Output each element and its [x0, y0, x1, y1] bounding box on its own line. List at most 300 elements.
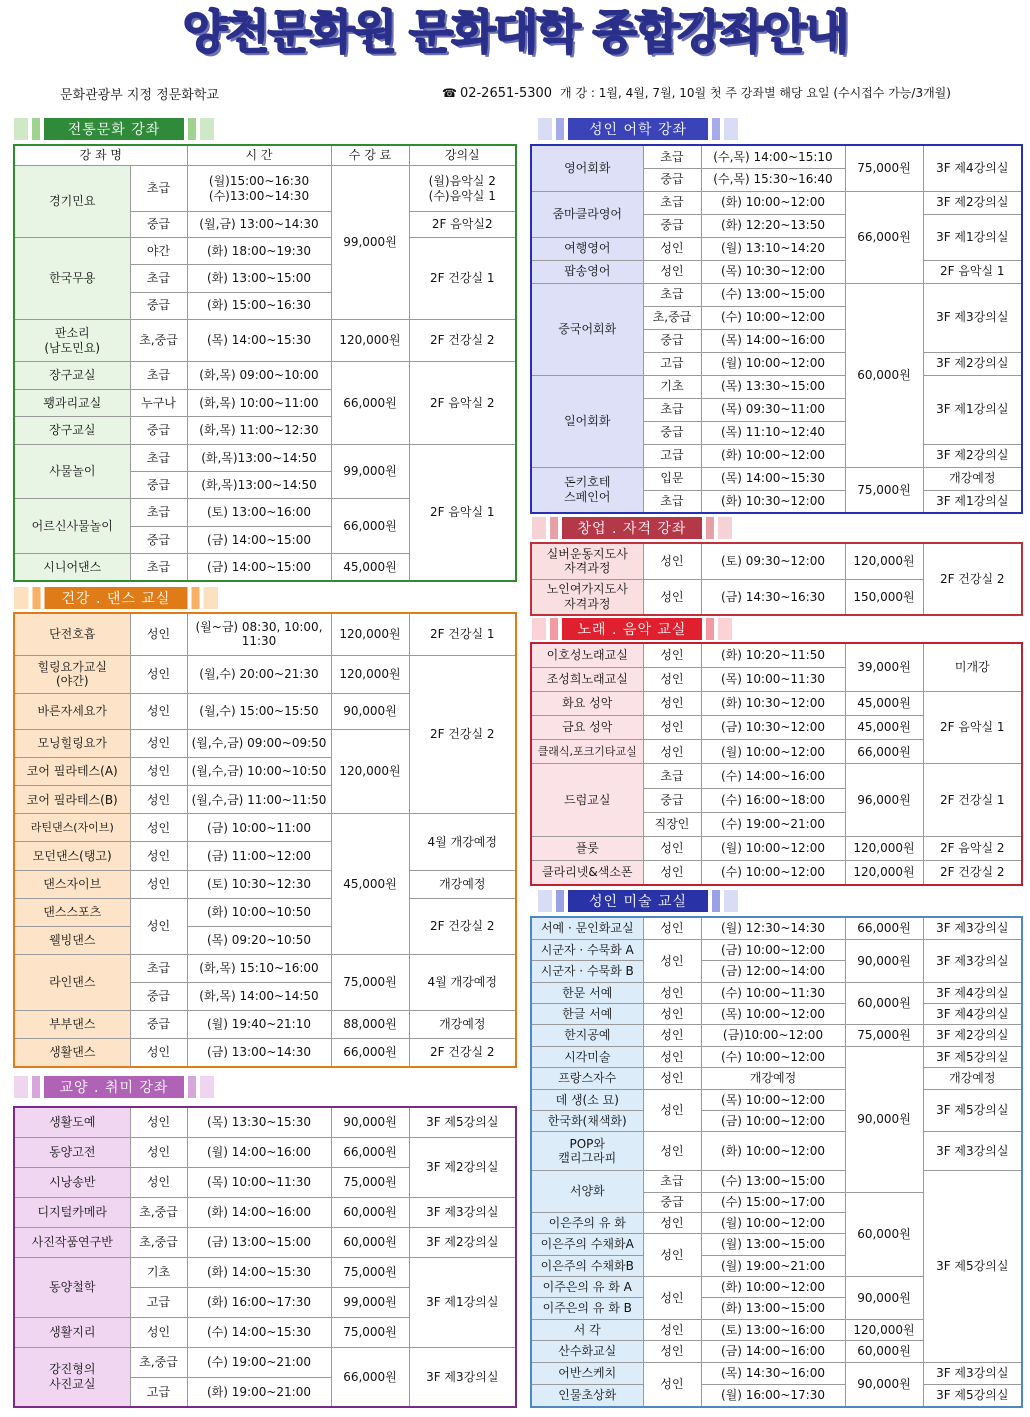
- course-level: 초급: [130, 362, 187, 389]
- course-time: (화) 12:20~13:50: [701, 214, 845, 237]
- course-level: 성인: [130, 1039, 187, 1067]
- course-name: 일어회화: [531, 375, 643, 467]
- course-name: 이주은의 유 화 A: [531, 1277, 643, 1298]
- course-name: 화요 성악: [531, 691, 643, 715]
- course-fee: 45,000원: [845, 716, 923, 740]
- course-time: (금) 10:00~12:00: [701, 1111, 845, 1132]
- course-time: (화) 15:00~16:30: [187, 292, 331, 319]
- course-level: 중급: [643, 788, 701, 812]
- course-room: 2F 건강실 1: [409, 237, 516, 319]
- col-header-fee: 수 강 료: [331, 145, 409, 165]
- course-level: 성인: [643, 1025, 701, 1046]
- course-fee: 90,000원: [845, 1362, 923, 1407]
- course-name: 금요 성악: [531, 716, 643, 740]
- course-level: 중급: [130, 1011, 187, 1039]
- col-header-room: 강의실: [409, 145, 516, 165]
- course-room: 2F 건강실 1: [923, 764, 1022, 837]
- course-level: 중급: [130, 417, 187, 444]
- course-name: 실버운동지도사 자격과정: [531, 543, 643, 579]
- course-room: 3F 제2강의실: [923, 444, 1022, 467]
- music-course-table: [530, 642, 1023, 886]
- course-fee: 75,000원: [845, 467, 923, 513]
- course-room: 4월 개강예정: [409, 814, 516, 870]
- course-room: 개강예정: [409, 870, 516, 898]
- course-fee: 120,000원: [331, 613, 409, 655]
- course-name: 어르신사물놀이: [14, 499, 130, 554]
- course-fee: 75,000원: [331, 1167, 409, 1197]
- course-room: 3F 제3강의실: [409, 1197, 516, 1227]
- course-level: 성인: [130, 758, 187, 786]
- course-time: (월) 10:00~12:00: [701, 740, 845, 764]
- course-name: 댄스자이브: [14, 870, 130, 898]
- course-name: 팝송영어: [531, 260, 643, 283]
- course-fee: 66,000원: [331, 1039, 409, 1067]
- course-room: 개강예정: [923, 467, 1022, 490]
- course-level: 중급: [130, 471, 187, 498]
- course-name: 한국화(채색화): [531, 1111, 643, 1132]
- course-room: 개강예정: [923, 1068, 1022, 1089]
- course-time: (금) 14:00~16:00: [701, 1341, 845, 1362]
- course-fee: 75,000원: [845, 145, 923, 191]
- course-time: (금) 13:00~14:30: [187, 1039, 331, 1067]
- course-name: 장구교실: [14, 417, 130, 444]
- course-room: 3F 제4강의실: [923, 145, 1022, 191]
- course-time: (목) 10:00~12:00: [701, 1004, 845, 1025]
- course-room: 3F 제2강의실: [409, 1227, 516, 1257]
- course-level: 성인: [130, 842, 187, 870]
- course-room: 3F 제2강의실: [923, 191, 1022, 214]
- course-fee: 90,000원: [845, 1277, 923, 1320]
- course-level: 기초: [130, 1257, 187, 1287]
- course-level: 성인: [643, 691, 701, 715]
- course-room: 2F 건강실 2: [409, 898, 516, 954]
- course-time: (월) 10:00~12:00: [701, 837, 845, 861]
- section-header-music: 노래 . 음악 교실: [532, 618, 732, 640]
- course-level: 초,중급: [130, 1197, 187, 1227]
- course-name: 장구교실: [14, 362, 130, 389]
- course-fee: 120,000원: [845, 1319, 923, 1340]
- course-name: 모닝힐링요가: [14, 729, 130, 757]
- course-fee: 90,000원: [845, 1046, 923, 1192]
- course-room: (월)음악실 2 (수)음악실 1: [409, 165, 516, 212]
- course-time: (화) 18:00~19:30: [187, 237, 331, 264]
- course-level: 고급: [643, 444, 701, 467]
- course-time: (월) 12:30~14:30: [701, 917, 845, 939]
- course-level: 성인: [643, 1089, 701, 1132]
- course-time: (금) 10:30~12:00: [701, 716, 845, 740]
- course-fee: 99,000원: [331, 444, 409, 499]
- course-time: (수) 10:00~11:30: [701, 982, 845, 1003]
- course-name: 영어회화: [531, 145, 643, 191]
- course-fee: 66,000원: [331, 499, 409, 554]
- phone-icon: ☎: [442, 86, 457, 100]
- course-time: (월,수) 15:00~15:50: [187, 693, 331, 729]
- course-level: 야간: [130, 237, 187, 264]
- course-name: 한국무용: [14, 237, 130, 319]
- page-title: 양천문화원 문화대학 종합강좌안내: [182, 5, 848, 59]
- course-name: 바른자세요가: [14, 693, 130, 729]
- course-time: (수) 14:00~15:30: [187, 1317, 331, 1347]
- course-name: 이호성노래교실: [531, 643, 643, 667]
- course-time: (월,수,금) 09:00~09:50: [187, 729, 331, 757]
- course-level: 고급: [643, 352, 701, 375]
- course-time: (목) 10:00~11:30: [187, 1167, 331, 1197]
- course-time: (금) 14:00~15:00: [187, 526, 331, 553]
- course-time: 개강예정: [701, 1068, 845, 1089]
- course-level: 직장인: [643, 812, 701, 836]
- course-fee: 66,000원: [331, 1137, 409, 1167]
- course-level: 성인: [643, 579, 701, 615]
- course-name: 여행영어: [531, 237, 643, 260]
- course-level: 중급: [643, 214, 701, 237]
- course-name: 시군자 · 수묵화 A: [531, 939, 643, 960]
- course-room: 2F 건강실 2: [923, 543, 1022, 615]
- course-fee: 39,000원: [845, 643, 923, 691]
- course-level: 초급: [643, 1171, 701, 1192]
- course-time: (수) 10:00~12:00: [701, 306, 845, 329]
- course-level: 성인: [643, 1212, 701, 1233]
- course-room: 2F 건강실 2: [409, 655, 516, 814]
- course-name: 사물놀이: [14, 444, 130, 499]
- course-fee: 66,000원: [845, 191, 923, 283]
- course-level: 성인: [643, 260, 701, 283]
- course-level: 성인: [643, 1046, 701, 1067]
- course-time: (목) 09:20~10:50: [187, 926, 331, 954]
- course-room: 3F 제5강의실: [923, 1385, 1022, 1407]
- course-name: 단전호흡: [14, 613, 130, 655]
- course-name: 꽹과리교실: [14, 389, 130, 416]
- course-level: 성인: [643, 837, 701, 861]
- course-name: 시각미술: [531, 1046, 643, 1067]
- course-time: (토) 13:00~16:00: [701, 1319, 845, 1340]
- course-name: 드럼교실: [531, 764, 643, 837]
- section-header-cert: 창업 . 자격 강좌: [532, 517, 732, 539]
- course-level: 성인: [643, 1004, 701, 1025]
- course-level: 성인: [643, 1234, 701, 1277]
- course-time: (월) 19:00~21:00: [701, 1255, 845, 1276]
- phone-number: 02-2651-5300: [459, 86, 553, 101]
- course-name: 웰빙댄스: [14, 926, 130, 954]
- course-level: 성인: [130, 786, 187, 814]
- course-name: 경기민요: [14, 165, 130, 237]
- course-level: 초,중급: [130, 1227, 187, 1257]
- course-time: (금) 12:00~14:00: [701, 961, 845, 982]
- course-name: 클라리넷&색소폰: [531, 861, 643, 885]
- course-time: (화) 10:00~12:00: [701, 191, 845, 214]
- course-time: (화) 13:00~15:00: [701, 1298, 845, 1319]
- course-level: 성인: [130, 870, 187, 898]
- course-name: 힐링요가교실 (야간): [14, 655, 130, 693]
- course-time: (수,목) 14:00~15:10: [701, 145, 845, 168]
- course-time: (토) 10:30~12:30: [187, 870, 331, 898]
- course-level: 성인: [130, 1317, 187, 1347]
- course-time: (목) 10:00~12:00: [701, 1089, 845, 1110]
- course-level: 초급: [130, 444, 187, 471]
- section-header-health: 건강 . 댄스 교실: [14, 587, 218, 609]
- course-level: 성인: [130, 1107, 187, 1137]
- course-name: 프랑스자수: [531, 1068, 643, 1089]
- course-time: (화,목) 11:00~12:30: [187, 417, 331, 444]
- course-time: (월) 10:00~12:00: [701, 352, 845, 375]
- section-header-language: 성인 어학 강좌: [538, 118, 738, 140]
- course-time: (월) 13:10~14:20: [701, 237, 845, 260]
- course-level: 고급: [130, 1287, 187, 1317]
- course-room: 3F 제3강의실: [923, 283, 1022, 352]
- course-name: 라인댄스: [14, 954, 130, 1010]
- course-room: 3F 제3강의실: [409, 1347, 516, 1407]
- course-room: 4월 개강예정: [409, 954, 516, 1010]
- course-fee: 66,000원: [845, 740, 923, 764]
- course-level: 성인: [643, 1362, 701, 1407]
- course-time: (수) 13:00~15:00: [701, 283, 845, 306]
- course-name: 조성희노래교실: [531, 667, 643, 691]
- course-fee: 88,000원: [331, 1011, 409, 1039]
- course-time: (수) 10:00~12:00: [701, 1046, 845, 1067]
- course-name: 이은주의 수채화A: [531, 1234, 643, 1255]
- course-room: 3F 제5강의실: [923, 1089, 1022, 1132]
- course-room: 3F 제3강의실: [923, 939, 1022, 982]
- course-time: (금) 10:00~12:00: [701, 939, 845, 960]
- course-fee: 45,000원: [331, 814, 409, 955]
- art-course-table: [530, 916, 1023, 1408]
- course-name: 서예 · 문인화교실: [531, 917, 643, 939]
- course-room: 3F 제3강의실: [923, 1362, 1022, 1384]
- course-name: 이은주의 수채화B: [531, 1255, 643, 1276]
- course-time: (수,목) 15:30~16:40: [701, 168, 845, 191]
- course-fee: 120,000원: [845, 543, 923, 579]
- course-level: 성인: [130, 729, 187, 757]
- course-time: (목) 14:00~15:30: [701, 467, 845, 490]
- course-room: 미개강: [923, 643, 1022, 691]
- course-fee: 120,000원: [845, 861, 923, 885]
- course-time: (화) 10:00~12:00: [701, 1277, 845, 1298]
- course-time: (화,목) 14:00~14:50: [187, 982, 331, 1010]
- course-name: 이은주의 유 화: [531, 1212, 643, 1233]
- course-time: (목) 13:30~15:00: [701, 375, 845, 398]
- course-name: 모던댄스(탱고): [14, 842, 130, 870]
- course-level: 초급: [643, 398, 701, 421]
- course-fee: 45,000원: [845, 691, 923, 715]
- course-name: POP와 캘리그라피: [531, 1132, 643, 1171]
- course-time: (목) 14:00~16:00: [701, 329, 845, 352]
- course-time: (화,목) 09:00~10:00: [187, 362, 331, 389]
- course-level: 초급: [643, 764, 701, 788]
- course-time: (월) 14:00~16:00: [187, 1137, 331, 1167]
- course-time: (화) 14:00~15:30: [187, 1257, 331, 1287]
- contact-info: [442, 84, 951, 101]
- course-name: 코어 필라테스(A): [14, 758, 130, 786]
- course-time: (금) 10:00~11:00: [187, 814, 331, 842]
- course-level: 누구나: [130, 389, 187, 416]
- course-name: 디지털카메라: [14, 1197, 130, 1227]
- col-header-time: 시 간: [187, 145, 331, 165]
- course-name: 중국어회화: [531, 283, 643, 375]
- course-fee: 90,000원: [331, 693, 409, 729]
- course-room: 2F 음악실 2: [923, 837, 1022, 861]
- course-time: (화) 14:00~16:00: [187, 1197, 331, 1227]
- course-level: 성인: [643, 1068, 701, 1089]
- course-fee: 120,000원: [331, 729, 409, 813]
- course-room: 3F 제2강의실: [409, 1137, 516, 1197]
- course-name: 이주은의 유 화 B: [531, 1298, 643, 1319]
- course-time: (월,수) 20:00~21:30: [187, 655, 331, 693]
- course-level: 성인: [643, 1132, 701, 1171]
- course-name: 어반스케치: [531, 1362, 643, 1384]
- language-course-table: [530, 144, 1023, 514]
- course-time: (월)15:00~16:30 (수)13:00~14:30: [187, 165, 331, 212]
- course-time: (목) 11:10~12:40: [701, 421, 845, 444]
- course-fee: 90,000원: [331, 1107, 409, 1137]
- course-room: 3F 제1강의실: [409, 1257, 516, 1347]
- section-header-culture: 교양 . 취미 강좌: [14, 1076, 214, 1098]
- course-name: 생활지리: [14, 1317, 130, 1347]
- course-name: 한문 서예: [531, 982, 643, 1003]
- course-room: 2F 음악실2: [409, 212, 516, 237]
- course-level: 중급: [130, 292, 187, 319]
- course-name: 동양철학: [14, 1257, 130, 1317]
- course-fee: 66,000원: [331, 1347, 409, 1407]
- course-fee: 66,000원: [845, 917, 923, 939]
- course-fee: 60,000원: [845, 1192, 923, 1277]
- course-room: 2F 건강실 2: [409, 319, 516, 362]
- col-header-name: 강 좌 명: [14, 145, 187, 165]
- course-fee: 150,000원: [845, 579, 923, 615]
- course-level: 성인: [643, 1341, 701, 1362]
- course-name: 플룻: [531, 837, 643, 861]
- course-name: 시니어댄스: [14, 554, 130, 581]
- course-time: (목) 14:30~16:00: [701, 1362, 845, 1384]
- course-name: 생활도예: [14, 1107, 130, 1137]
- course-room: 3F 제5강의실: [923, 1046, 1022, 1067]
- course-name: 코어 필라테스(B): [14, 786, 130, 814]
- course-time: (목) 10:00~11:30: [701, 667, 845, 691]
- course-fee: 120,000원: [331, 319, 409, 362]
- course-time: (화,목) 15:10~16:00: [187, 954, 331, 982]
- course-fee: 66,000원: [331, 362, 409, 444]
- course-fee: 120,000원: [845, 837, 923, 861]
- course-name: 댄스스포츠: [14, 898, 130, 926]
- course-room: 2F 건강실 1: [409, 613, 516, 655]
- course-level: 초급: [130, 554, 187, 581]
- course-name: 서양화: [531, 1171, 643, 1213]
- course-time: (화,목)13:00~14:50: [187, 444, 331, 471]
- course-level: 성인: [643, 1319, 701, 1340]
- course-room: 개강예정: [409, 1011, 516, 1039]
- course-time: (목) 14:00~15:30: [187, 319, 331, 362]
- course-name: 동양고전: [14, 1137, 130, 1167]
- course-time: (수) 15:00~17:00: [701, 1192, 845, 1212]
- course-level: 성인: [643, 643, 701, 667]
- course-level: 성인: [643, 861, 701, 885]
- course-room: 3F 제1강의실: [923, 490, 1022, 513]
- course-time: (화,목)13:00~14:50: [187, 471, 331, 498]
- course-level: 성인: [130, 1137, 187, 1167]
- course-name: 인물초상화: [531, 1385, 643, 1407]
- course-name: 노인여가지도사 자격과정: [531, 579, 643, 615]
- course-time: (토) 09:30~12:00: [701, 543, 845, 579]
- course-level: 성인: [643, 716, 701, 740]
- course-time: (월,수,금) 11:00~11:50: [187, 786, 331, 814]
- course-level: 중급: [130, 212, 187, 237]
- course-fee: 96,000원: [845, 764, 923, 837]
- course-time: (월) 16:00~17:30: [701, 1385, 845, 1407]
- course-name: 산수화교실: [531, 1341, 643, 1362]
- course-level: 초급: [643, 283, 701, 306]
- course-name: 돈키호테 스페인어: [531, 467, 643, 513]
- course-level: 기초: [643, 375, 701, 398]
- course-name: 데 생(소 묘): [531, 1089, 643, 1110]
- course-time: (금) 11:00~12:00: [187, 842, 331, 870]
- course-time: (금) 14:30~16:30: [701, 579, 845, 615]
- course-time: (월~금) 08:30, 10:00, 11:30: [187, 613, 331, 655]
- course-room: 2F 음악실 2: [409, 362, 516, 444]
- course-time: (월,수,금) 10:00~10:50: [187, 758, 331, 786]
- course-time: (금) 13:00~15:00: [187, 1227, 331, 1257]
- course-time: (화) 19:00~21:00: [187, 1377, 331, 1407]
- course-level: 성인: [643, 939, 701, 982]
- course-fee: 75,000원: [845, 1025, 923, 1046]
- course-level: 초급: [643, 145, 701, 168]
- course-time: (목) 10:30~12:00: [701, 260, 845, 283]
- course-time: (화) 10:00~12:00: [701, 444, 845, 467]
- course-level: 초급: [130, 165, 187, 212]
- course-level: 초급: [130, 265, 187, 292]
- course-level: 중급: [130, 526, 187, 553]
- course-level: 성인: [643, 917, 701, 939]
- course-name: 시낭송반: [14, 1167, 130, 1197]
- course-level: 성인: [643, 982, 701, 1003]
- course-name: 한지공예: [531, 1025, 643, 1046]
- course-time: (화) 13:00~15:00: [187, 265, 331, 292]
- course-level: 중급: [643, 1192, 701, 1212]
- course-fee: 60,000원: [331, 1227, 409, 1257]
- course-level: 초급: [130, 499, 187, 526]
- course-level: 성인: [643, 667, 701, 691]
- course-time: (화) 10:00~10:50: [187, 898, 331, 926]
- course-fee: 75,000원: [331, 1257, 409, 1287]
- course-time: (월,금) 13:00~14:30: [187, 212, 331, 237]
- course-time: (화) 10:20~11:50: [701, 643, 845, 667]
- course-level: 초,중급: [130, 1347, 187, 1377]
- course-level: 입문: [643, 467, 701, 490]
- course-level: 성인: [643, 543, 701, 579]
- course-room: 3F 제4강의실: [923, 1004, 1022, 1025]
- course-level: 성인: [130, 898, 187, 954]
- section-header-traditional: 전통문화 강좌: [14, 118, 214, 140]
- course-fee: 75,000원: [331, 1317, 409, 1347]
- course-room: 3F 제1강의실: [923, 375, 1022, 444]
- course-time: (수) 13:00~15:00: [701, 1171, 845, 1192]
- course-time: (토) 13:00~16:00: [187, 499, 331, 526]
- course-time: (수) 10:00~12:00: [701, 861, 845, 885]
- course-time: (목) 09:30~11:00: [701, 398, 845, 421]
- course-room: 3F 제5강의실: [923, 1171, 1022, 1362]
- course-time: (화) 10:30~12:00: [701, 691, 845, 715]
- course-level: 초,중급: [643, 306, 701, 329]
- course-time: (수) 16:00~18:00: [701, 788, 845, 812]
- course-time: (목) 13:30~15:30: [187, 1107, 331, 1137]
- course-level: 초급: [130, 954, 187, 982]
- course-time: (화,목) 10:00~11:00: [187, 389, 331, 416]
- course-name: 한글 서예: [531, 1004, 643, 1025]
- course-level: 성인: [643, 1277, 701, 1320]
- section-header-art: 성인 미술 교실: [538, 890, 738, 912]
- course-level: 성인: [643, 740, 701, 764]
- course-room: 3F 제2강의실: [923, 1025, 1022, 1046]
- course-time: (금)10:00~12:00: [701, 1025, 845, 1046]
- course-level: 초급: [643, 191, 701, 214]
- course-time: (금) 14:00~15:00: [187, 554, 331, 581]
